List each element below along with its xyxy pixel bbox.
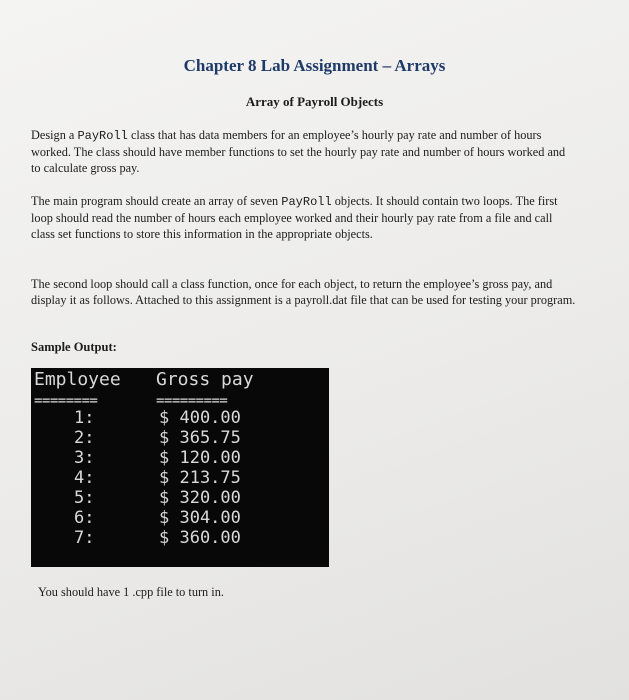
console-separator: ======== [34, 393, 98, 409]
console-header-employee: Employee [34, 369, 121, 390]
paragraph-text: Design a [31, 128, 78, 142]
gross-pay-value: $ 400.00 [159, 408, 241, 428]
section-subtitle: Array of Payroll Objects [245, 94, 384, 109]
console-row [31, 428, 329, 448]
sample-output-label: Sample Output: [31, 340, 117, 354]
console-row [31, 468, 329, 488]
console-header-gross: Gross pay [156, 369, 254, 390]
code-payroll: PayRoll [281, 195, 332, 209]
paragraph-class-design [31, 127, 576, 176]
console-row [31, 528, 329, 548]
gross-pay-value: $ 304.00 [159, 508, 241, 528]
paragraph-main-program [31, 193, 576, 242]
employee-number: 6: [74, 508, 95, 528]
employee-number: 3: [74, 448, 95, 468]
console-row [31, 408, 329, 428]
employee-number: 1: [74, 408, 95, 428]
gross-pay-value: $ 360.00 [159, 528, 241, 548]
page-title: Chapter 8 Lab Assignment – Arrays [183, 56, 446, 75]
paragraph-second-loop: The second loop should call a class function, once for each object, to return the employee’s gross pay, and display it as follows. Attached to this assignment is a payroll.dat file that can be used for testing your program. [31, 277, 576, 307]
employee-number: 4: [74, 468, 95, 488]
console-rows [31, 408, 329, 548]
gross-pay-value: $ 213.75 [159, 468, 241, 488]
console-separator: ========= [156, 393, 228, 409]
console-output [31, 368, 329, 567]
paragraph-text: objects. It should contain two loops. The first loop should read the number of hours each employee worked and their hourly pay rate from a file and call class set functions to store this information in the appropriate objects. [31, 194, 558, 241]
console-row [31, 448, 329, 468]
paragraph-text: The main program should create an array of seven [31, 194, 282, 208]
employee-number: 5: [74, 488, 95, 508]
employee-number: 2: [74, 428, 95, 448]
gross-pay-value: $ 365.75 [159, 428, 241, 448]
code-payroll: PayRoll [77, 129, 128, 143]
employee-number: 7: [74, 528, 95, 548]
console-row [31, 508, 329, 528]
paragraph-text: class that has data members for an employee’s hourly pay rate and number of hours worked. The class should have member functions to set the hourly pay rate and number of hours worked and to calculate gross pay. [31, 128, 566, 175]
console-row [31, 488, 329, 508]
gross-pay-value: $ 120.00 [159, 448, 241, 468]
gross-pay-value: $ 320.00 [159, 488, 241, 508]
footer-note: You should have 1 .cpp file to turn in. [38, 585, 224, 599]
